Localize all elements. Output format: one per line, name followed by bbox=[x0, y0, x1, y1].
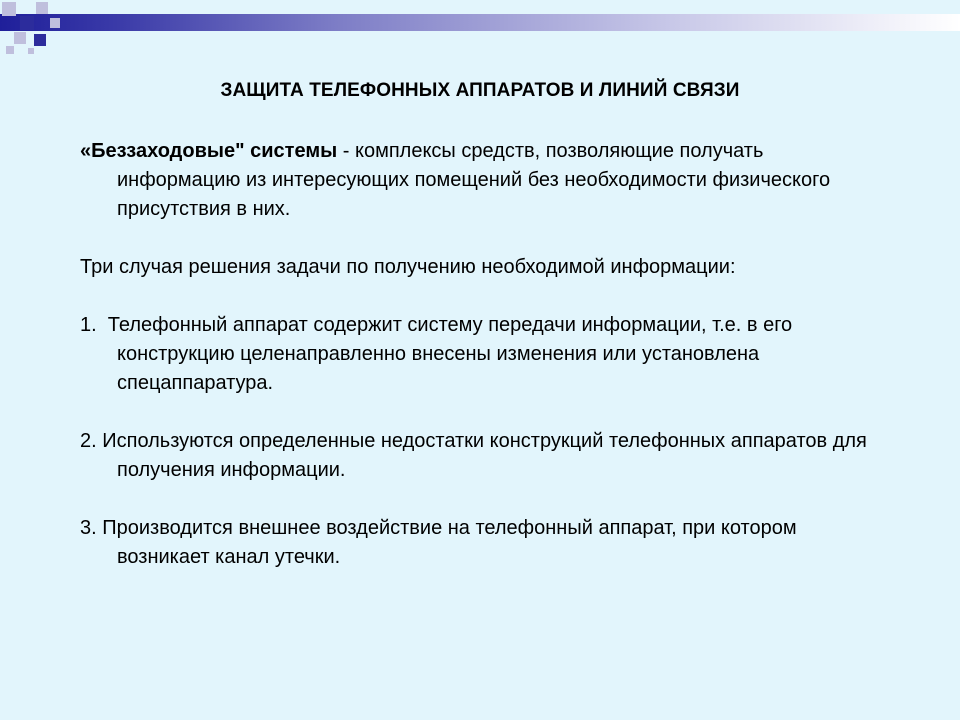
spacer bbox=[80, 224, 880, 253]
decor-square-grey bbox=[14, 32, 26, 44]
spacer bbox=[80, 398, 880, 427]
decor-square-grey bbox=[28, 48, 34, 54]
list-item: 1. Телефонный аппарат содержит систему передачи информации, т.е. в его конструкцию целенаправленно внесены изменения или установлена спецаппаратура. bbox=[80, 314, 798, 394]
decor-square-grey bbox=[50, 18, 60, 28]
intro-paragraph: Три случая решения задачи по получению необходимой информации: bbox=[80, 256, 736, 278]
slide-body bbox=[80, 137, 880, 572]
decor-square-blue bbox=[34, 34, 46, 46]
decor-square-grey bbox=[6, 46, 14, 54]
list-item: 2. Используются определенные недостатки конструкций телефонных аппаратов для получения информации. bbox=[80, 430, 867, 481]
spacer bbox=[80, 282, 880, 311]
decor-square-grey bbox=[2, 2, 16, 16]
header-gradient-bar bbox=[0, 14, 960, 31]
slide-title: ЗАЩИТА ТЕЛЕФОННЫХ АППАРАТОВ И ЛИНИЙ СВЯЗИ bbox=[220, 80, 740, 101]
definition-text: - комплексы средств, позволяющие получать информацию из интересующих помещений без необходимости физического присутствия в них. bbox=[117, 140, 831, 220]
spacer bbox=[80, 485, 880, 514]
decor-square-grey bbox=[36, 2, 48, 14]
definition-paragraph bbox=[80, 137, 880, 224]
list-item: 3. Производится внешнее воздействие на телефонный аппарат, при котором возникает канал утечки. bbox=[80, 517, 797, 568]
decor-square-blue bbox=[20, 16, 34, 30]
definition-term: «Беззаходовые" системы bbox=[80, 140, 338, 162]
